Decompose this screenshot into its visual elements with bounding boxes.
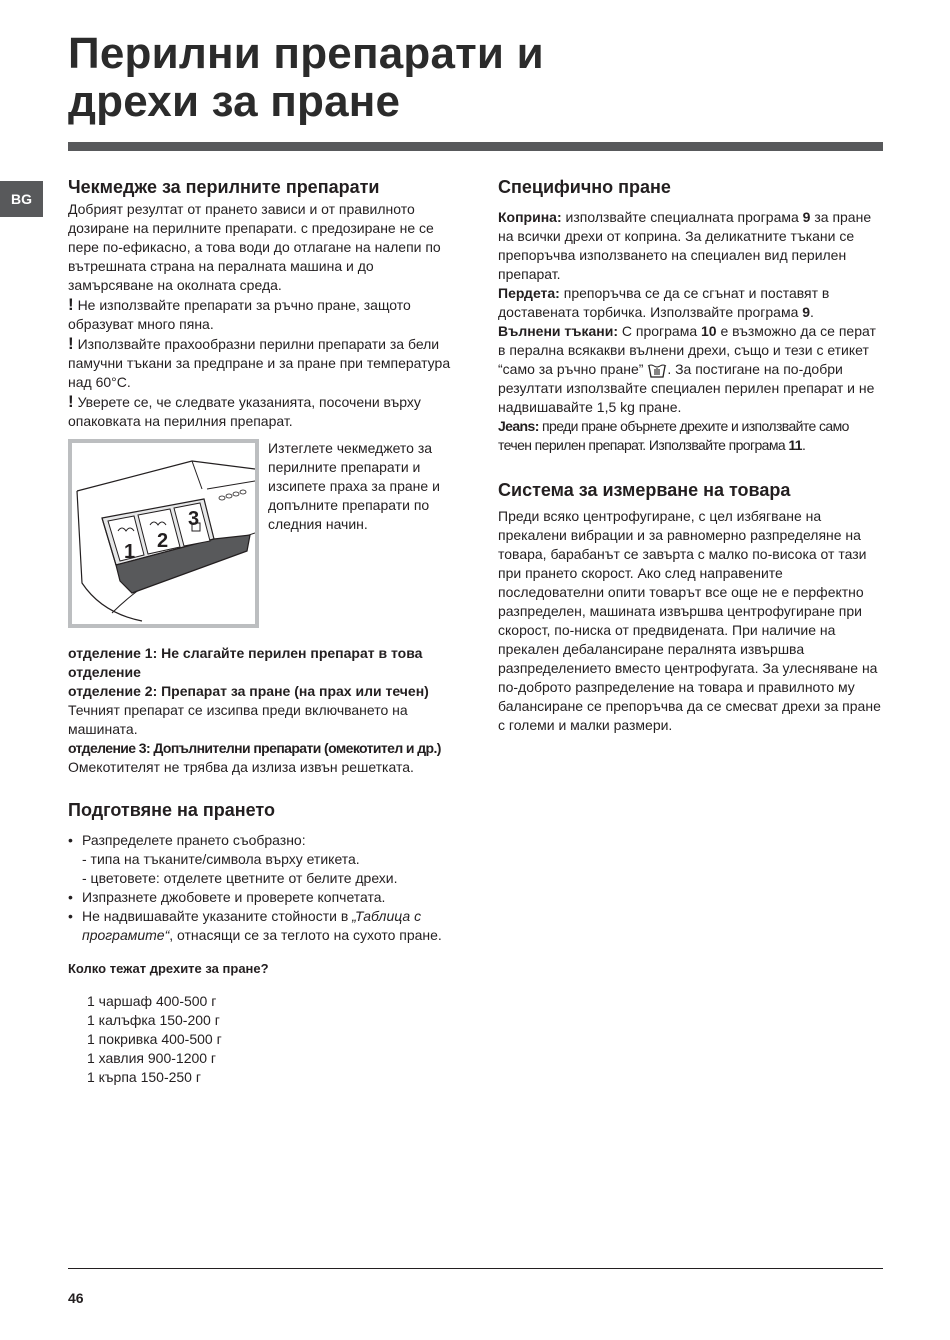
- prep-bullet-1: • Разпределете прането съобразно: - типа на тъканите/символа върху етикета. - цветовете: отделете цветните от белите дрехи.: [68, 831, 460, 888]
- compartment-2-text: Течният препарат се изсипва преди включването на машината.: [68, 702, 408, 737]
- prep-bullet-2: • Изпразнете джобовете и проверете копчетата.: [68, 888, 460, 907]
- compartment-number-1: 1: [124, 541, 136, 563]
- prep-section: [68, 799, 460, 1087]
- compartment-number-2: 2: [157, 530, 169, 552]
- drawer-drawing: [72, 443, 255, 624]
- right-column: [498, 176, 883, 735]
- prep-list: [68, 831, 460, 945]
- prep-heading: Подготвяне на прането: [68, 800, 275, 820]
- language-tab: BG: [0, 181, 43, 217]
- page-number: 46: [68, 1290, 84, 1306]
- silk-paragraph: Коприна: използвайте специалната програма 9 за пране на всички дрехи от коприна. За деликатните тъкани се препоръчва използването на специален вид перилен препарат.: [498, 209, 872, 282]
- prep-sub-1: - типа на тъканите/символа върху етикета.: [82, 851, 360, 867]
- prep-bullet-3: • Не надвишавайте указаните стойности в „Таблица с програмите“, отнасящи се за теглото на сухото пране.: [68, 907, 460, 945]
- title-line-2: дрехи за пране: [68, 77, 401, 126]
- warning-icon: !: [68, 295, 74, 314]
- weight-item: 1 хавлия 900-1200 г: [87, 1050, 217, 1066]
- compartment-3-label: отделение 3: Допълнителни препарати (омекотител и др.): [68, 740, 441, 756]
- figure-caption: Изтеглете чекмеджето за перилните препарати и изсипете праха за пране и допълните препарати по следния начин.: [268, 440, 440, 532]
- compartment-2-label: отделение 2: Препарат за пране (на прах или течен): [68, 683, 429, 699]
- weights-list: [68, 992, 460, 1087]
- left-column: [68, 176, 460, 1087]
- jeans-paragraph: Jeans: преди пране обърнете дрехите и използвайте само течен перилен препарат. Използвайте програма 11.: [498, 418, 849, 453]
- detergent-drawer-illustration: [68, 439, 259, 628]
- prep-sub-2: - цветовете: отделете цветните от белите дрехи.: [82, 870, 398, 886]
- wool-paragraph: Вълнени тъкани: С програма 10 е възможно да се перат в перална всякакви вълнени дрехи, също и тези с етикет “само за ръчно пране” . За постигане на по-добри резултати използвайте специален перилен препарат и не надвишавайте 1,5 kg пране.: [498, 323, 876, 415]
- title-line-1: Перилни препарати и: [68, 29, 544, 78]
- compartment-3-text: Омекотителят не трябва да излиза извън решетката.: [68, 759, 414, 775]
- weights-title: Колко тежат дрехите за пране?: [68, 961, 269, 976]
- curtains-paragraph: Пердета: препоръчва се да се сгънат и поставят в доставената торбичка. Използвайте програма 9.: [498, 285, 830, 320]
- warning-1: ! Не използвайте препарати за ръчно пране, защото образуват много пяна.: [68, 295, 411, 332]
- hand-wash-icon: [647, 362, 667, 378]
- drawer-figure-row: [68, 439, 460, 644]
- compartments-description: [68, 644, 460, 777]
- page-title: [68, 30, 544, 126]
- warning-icon: !: [68, 392, 74, 411]
- warning-3: ! Уверете се, че следвате указанията, посочени върху опаковката на перилния препарат.: [68, 392, 421, 429]
- weight-item: 1 калъфка 150-200 г: [87, 1012, 220, 1028]
- warning-icon: !: [68, 334, 74, 353]
- drawer-heading: Чекмедже за перилните препарати: [68, 177, 380, 197]
- footer-rule: [68, 1268, 883, 1269]
- load-heading: Система за измерване на товара: [498, 480, 791, 500]
- load-text: Преди всяко центрофугиране, с цел избягване на прекалени вибрации и за равномерно разпределяне на товара, барабанът се завърта с малко по-висока от тази при прането скорост. Ако след направените последователни опити товарът все още не е перфектно разпределен, машината извършва центрофугиране при скорост, по-ниска от предвидената. При наличие на прекален дебалансиране пералнята извършва разпределението вместо центрофугата. За улесняване на по-доброто разпределение на товара и правилното му балансиране се препоръчва да се смесват дрехи за пране с големи и малки размери.: [498, 508, 881, 733]
- weight-item: 1 кърпа 150-250 г: [87, 1069, 201, 1085]
- specific-wash-section: [498, 176, 883, 455]
- specific-heading: Специфично пране: [498, 177, 671, 197]
- load-balancing-section: [498, 479, 883, 735]
- warning-2: ! Използвайте прахообразни перилни препарати за бели памучни тъкани за предпране и за пране при температура над 60°C.: [68, 334, 451, 390]
- program-table-reference: „Таблица с програмите“: [82, 908, 422, 943]
- control-dots: [219, 490, 246, 500]
- weight-item: 1 чаршаф 400-500 г: [87, 993, 217, 1009]
- compartment-number-3: 3: [188, 508, 200, 530]
- compartment-1-text: отделение 1: Не слагайте перилен препарат в това отделение: [68, 645, 423, 680]
- drawer-intro: Добрият резултат от прането зависи и от правилното дозиране на перилните препарати. с предозиране не се пере по-ефикасно, а това води до отлагане на налепи по вътрешната страна на пералната машина и до замърсяване на околната среда.: [68, 201, 441, 293]
- weight-item: 1 покривка 400-500 г: [87, 1031, 222, 1047]
- title-rule: [68, 142, 883, 151]
